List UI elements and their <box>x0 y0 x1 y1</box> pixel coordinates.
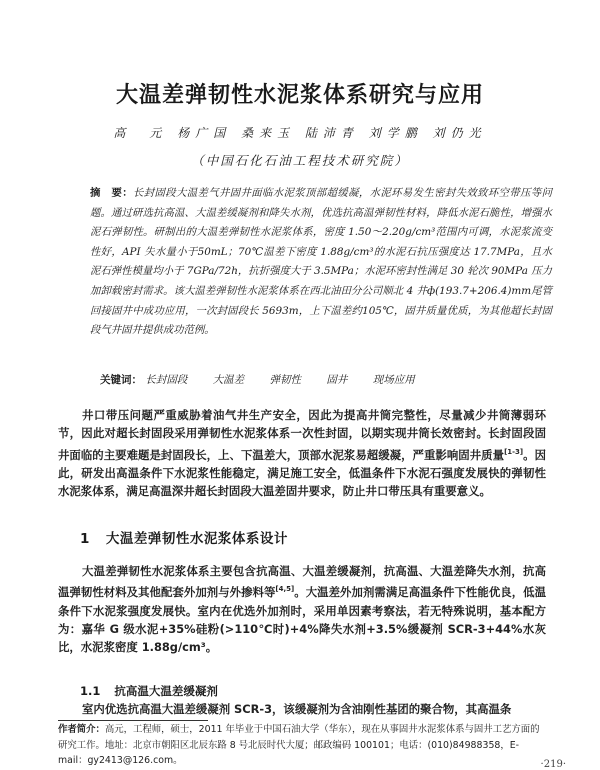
author-name: 杨广国 <box>177 126 232 140</box>
author-footnote <box>58 722 544 769</box>
subsection-paragraph: 室内优选抗高温大温差缓凝剂 SCR-3，该缓凝剂为含油刚性基团的聚合物，其高温条 <box>82 702 512 716</box>
footnote-label: 作者简介： <box>58 724 105 735</box>
citation: [4,5] <box>275 585 295 594</box>
section-paragraph <box>58 562 546 657</box>
author-name: 桑来玉 <box>241 126 296 140</box>
subsection-heading <box>80 683 218 699</box>
section-number: 1 <box>80 531 90 547</box>
keywords <box>100 372 540 388</box>
section-title: 大温差弹韧性水泥浆体系设计 <box>105 531 288 547</box>
author-list <box>0 124 600 141</box>
section-heading <box>80 527 288 547</box>
intro-text-2: 。因此，研发出高温条件下水泥浆性能稳定，满足施工安全，低温条件下水泥石强度发展快的弹韧性水泥浆体系，满足高温深井超长封固段大温差固井要求，防止井口带压具有重要意义。 <box>58 447 546 499</box>
intro-paragraph <box>58 406 546 501</box>
subsection-number: 1.1 <box>80 684 101 698</box>
footnote-divider <box>58 720 208 721</box>
paper-title: 大温差弹韧性水泥浆体系研究与应用 <box>115 83 484 108</box>
citation: [1-3] <box>504 447 524 456</box>
author-name: 刘仍光 <box>432 126 487 140</box>
author-name: 刘学鹏 <box>368 126 423 140</box>
intro-text: 井口带压问题严重威胁着油气井生产安全，因此为提高井筒完整性，尽量减少井筒薄弱环节，因此对超长封固段采用弹韧性水泥浆体系一次性封固，以期实现井筒长效密封。长封固段固井面临的主要难题是封固段长，上、下温差大，顶部水泥浆易超缓凝，严重影响固井质量 <box>58 408 546 462</box>
keywords-label: 关键词： <box>100 374 142 386</box>
keyword: 长封固段 <box>145 374 188 386</box>
abstract-text: 长封固段大温差气井固井面临水泥浆顶部超缓凝，水泥环易发生密封失效致环空带压等问题。通过研选抗高温、大温差缓凝剂和降失水剂，优选抗高温弹韧性材料，降低水泥石脆性，增强水泥石弹韧性。研制出的大温差弹韧性水泥浆体系，密度 1.50～2.20g/cm³范围内可调，水泥浆流变性好，API 失水量小于50mL；70℃温差下密度 1.88g/cm³的水泥石抗压强度达 17.7MPa，且水泥石弹性模量均小于 7GPa/72h，抗折强度大于 3.5MPa；水泥环密封性满足 30 轮次 90MPa 压力加卸载密封需求。该大温差弹韧性水泥浆体系在西北油田分公司顺北 4 井ф(193.7+206.4)mm尾管回接固井中成功应用，一次封固段长 5693m，上下温差约105℃，固井质量优质，为其他超长封固段气井固井提供成功范例。 <box>90 187 553 337</box>
author-name: 高 元 <box>113 126 168 140</box>
subsection-title: 抗高温大温差缓凝剂 <box>114 684 218 698</box>
abstract <box>90 184 552 341</box>
keyword: 现场应用 <box>372 374 415 386</box>
abstract-label: 摘 要： <box>90 187 134 199</box>
page-number: ·219· <box>540 759 566 770</box>
section-text-2: 。大温差外加剂需满足高温条件下性能优良，低温条件下水泥浆强度发展快。室内在优选外加剂时，采用单因素考察法，若无特殊说明，基本配方为：嘉华 G 级水泥+35%硅粉(>110℃时)+4%降失水剂+3.5%缓凝剂 SCR-3+44%水灰比，水泥浆密度 1.88g/cm³。 <box>58 585 546 655</box>
section-text: 大温差弹韧性水泥浆体系主要包含抗高温、大温差缓凝剂，抗高温、大温差降失水剂，抗高温弹韧性材料及其他配套外加剂与外掺料等 <box>58 564 546 600</box>
author-name: 陆沛青 <box>304 126 359 140</box>
keyword: 弹韧性 <box>269 374 302 386</box>
footnote-text: 高元，工程师，硕士，2011 年毕业于中国石油大学（华东），现在从事固井水泥浆体系与固井工艺方面的研究工作。地址：北京市朝阳区北辰东路 8 号北辰时代大厦；邮政编码 100101；电话：(010)84988358，E-mail：gy2413@126.com。 <box>58 724 540 767</box>
affiliation: （中国石化石油工程技术研究院） <box>191 153 409 168</box>
keyword: 大温差 <box>212 374 245 386</box>
keyword: 固井 <box>326 374 348 386</box>
